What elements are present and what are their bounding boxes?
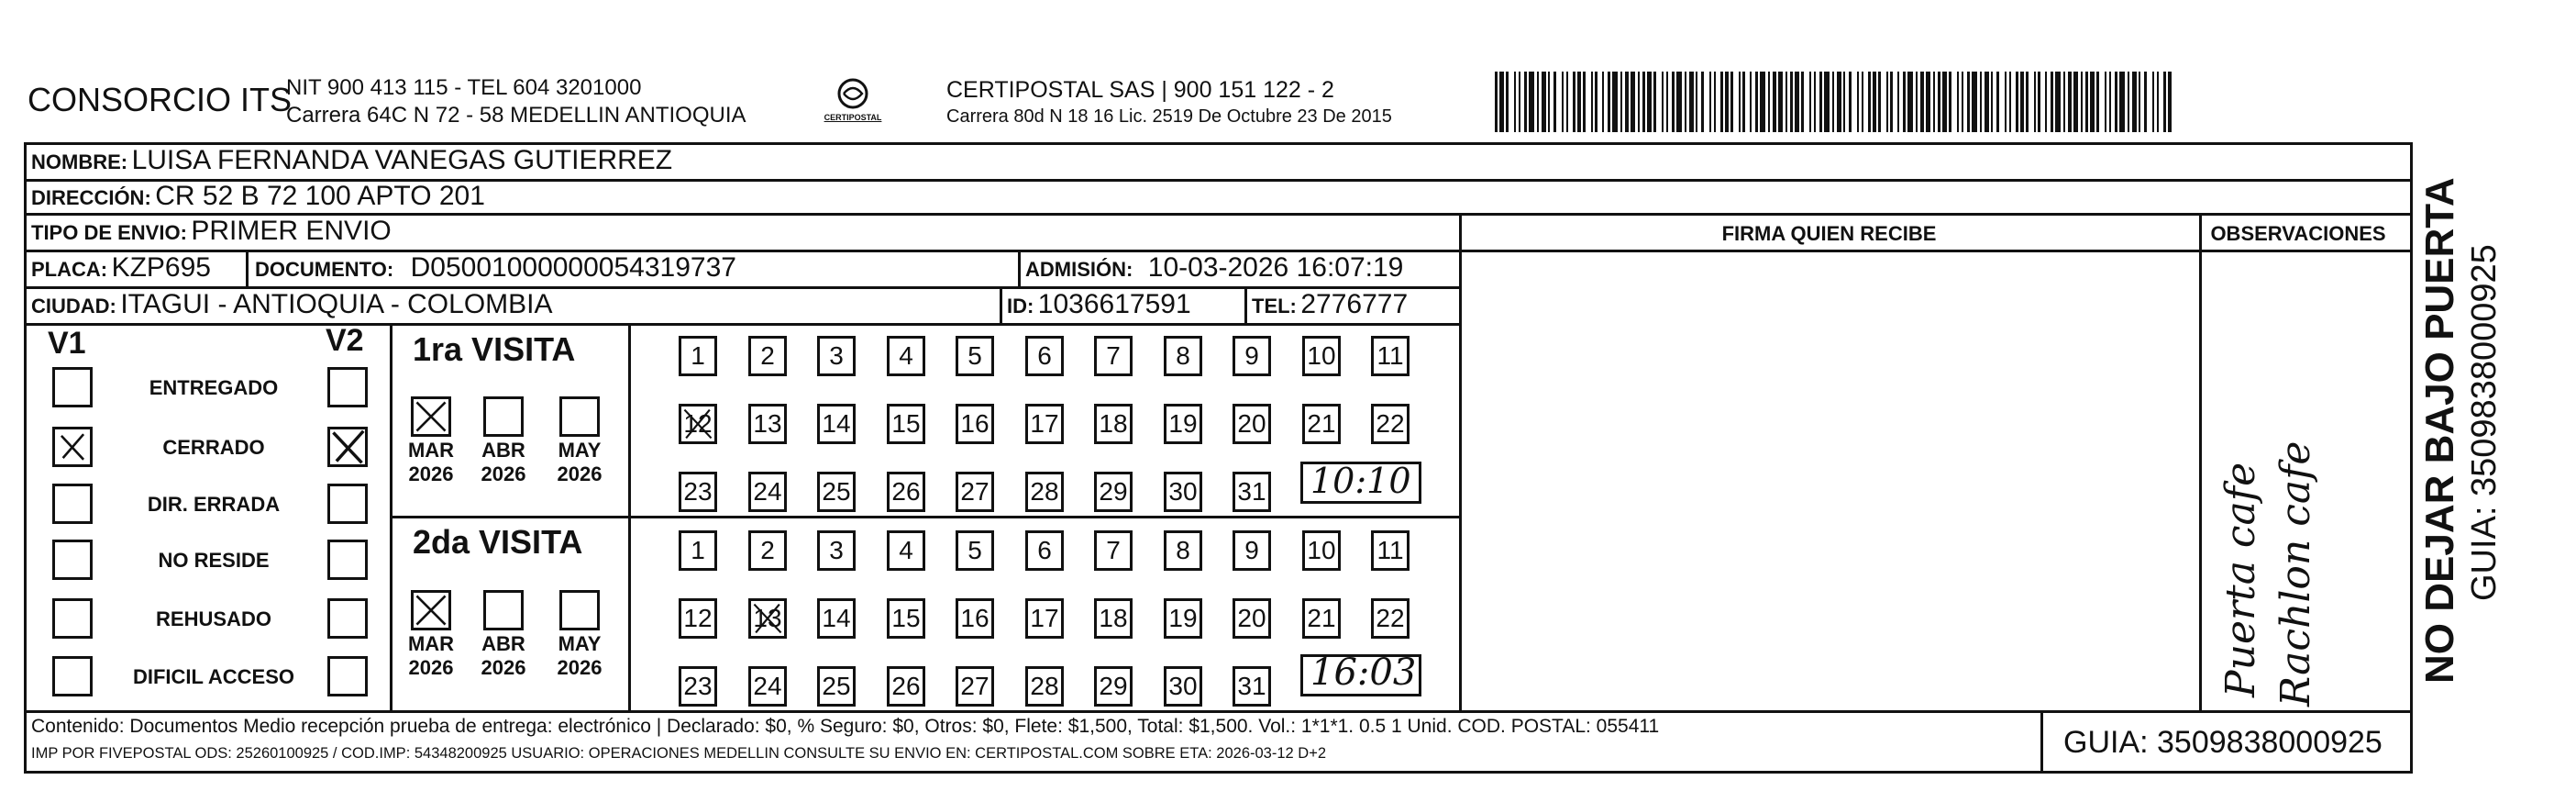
month-year: 2026: [408, 462, 454, 485]
check-mark-icon: [414, 399, 448, 434]
day-number: 30: [1168, 477, 1198, 506]
day-number: 2: [760, 341, 775, 370]
day-number: 25: [822, 477, 851, 506]
day-number: 4: [899, 536, 913, 564]
placa-field: [31, 252, 211, 284]
check-mark-icon: [681, 407, 714, 441]
status-label: DIR. ERRADA: [147, 493, 281, 516]
day-box[interactable]: [1164, 336, 1202, 376]
v2-checkbox[interactable]: [327, 367, 368, 407]
day-box[interactable]: [887, 598, 925, 639]
month-year: 2026: [557, 462, 603, 485]
id-label: ID:: [1007, 295, 1034, 317]
day-number: 22: [1376, 409, 1405, 438]
day-number: 11: [1376, 341, 1404, 370]
day-number: 23: [683, 477, 713, 506]
day-box[interactable]: [1164, 472, 1202, 512]
day-number: 4: [899, 341, 913, 370]
v1-checkbox[interactable]: [52, 367, 93, 407]
day-number: 13: [753, 604, 782, 632]
day-number: 5: [967, 536, 982, 564]
day-number: 16: [960, 604, 989, 632]
check-mark-icon: [330, 429, 365, 464]
company-name: CONSORCIO ITS: [28, 81, 293, 118]
day-number: 14: [822, 604, 851, 632]
placa-label: PLACA:: [31, 258, 108, 281]
v2-checkbox[interactable]: [327, 656, 368, 696]
courier-license: Carrera 80d N 18 16 Lic. 2519 De Octubre 23 De 2015: [946, 106, 1392, 127]
day-box[interactable]: [817, 530, 856, 571]
day-box[interactable]: [1164, 404, 1202, 444]
day-box[interactable]: [817, 404, 856, 444]
visit2-time-value: 16:03: [1310, 652, 1417, 694]
day-box[interactable]: [817, 666, 856, 707]
v1-header: V1: [48, 326, 86, 361]
day-number: 11: [1376, 536, 1404, 564]
day-box[interactable]: [1233, 530, 1271, 571]
day-box[interactable]: [1233, 598, 1271, 639]
visit1-time-box: [1300, 462, 1421, 504]
day-box[interactable]: [1025, 472, 1064, 512]
day-number: 6: [1037, 341, 1052, 370]
tipo-envio-label: TIPO DE ENVIO:: [31, 221, 187, 244]
month-name: ABR: [481, 632, 525, 655]
month-name: MAY: [558, 439, 602, 462]
day-box[interactable]: [1371, 336, 1410, 376]
visit1-time-value: 10:10: [1310, 461, 1411, 501]
status-label: ENTREGADO: [149, 376, 279, 399]
day-number: 2: [760, 536, 775, 564]
v1-checkbox[interactable]: [52, 427, 93, 467]
day-box[interactable]: [1371, 530, 1410, 571]
v2-checkbox[interactable]: [327, 540, 368, 580]
day-number: 27: [960, 477, 989, 506]
day-box[interactable]: [748, 666, 787, 707]
v1-checkbox[interactable]: [52, 656, 93, 696]
day-number: 7: [1106, 536, 1121, 564]
direccion-row: [31, 181, 485, 212]
day-number: 29: [1099, 672, 1128, 700]
day-box[interactable]: [1094, 598, 1133, 639]
day-box[interactable]: [956, 404, 994, 444]
company-nit: NIT 900 413 115 - TEL 604 3201000: [286, 75, 642, 100]
day-number: 16: [960, 409, 989, 438]
documento-label: DOCUMENTO:: [255, 258, 394, 281]
day-number: 27: [960, 672, 989, 700]
visit2-time-box: [1300, 654, 1421, 696]
day-box[interactable]: [956, 336, 994, 376]
month-checkbox[interactable]: [483, 590, 524, 630]
observaciones-header: OBSERVACIONES: [2210, 222, 2386, 245]
month-name: MAR: [407, 439, 455, 462]
day-number: 12: [683, 409, 713, 438]
day-number: 26: [891, 477, 921, 506]
admision-value: 10-03-2026 16:07:19: [1147, 252, 1404, 283]
day-box[interactable]: [1094, 666, 1133, 707]
day-box[interactable]: [1094, 530, 1133, 571]
admision-label: ADMISIÓN:: [1025, 258, 1133, 281]
day-box[interactable]: [1371, 404, 1410, 444]
day-box[interactable]: [1094, 472, 1133, 512]
day-box[interactable]: [679, 598, 717, 639]
day-number: 21: [1307, 409, 1336, 438]
month-label: [552, 439, 607, 486]
day-number: 15: [891, 409, 921, 438]
side-guia: GUIA: 3509838000925: [2465, 244, 2504, 601]
check-mark-icon: [751, 601, 784, 636]
day-number: 26: [891, 672, 921, 700]
month-checkbox[interactable]: [483, 396, 524, 437]
month-checkbox[interactable]: [411, 590, 451, 630]
day-number: 23: [683, 672, 713, 700]
day-number: 8: [1176, 341, 1190, 370]
status-label: NO RESIDE: [158, 549, 270, 572]
day-box[interactable]: [1094, 336, 1133, 376]
day-number: 24: [753, 477, 782, 506]
day-box[interactable]: [679, 472, 717, 512]
v1-checkbox[interactable]: [52, 540, 93, 580]
month-checkbox[interactable]: [559, 590, 600, 630]
day-box[interactable]: [1233, 666, 1271, 707]
v2-checkbox[interactable]: [327, 484, 368, 524]
day-box[interactable]: [1302, 404, 1341, 444]
day-box[interactable]: [748, 336, 787, 376]
ciudad-value: ITAGUI - ANTIOQUIA - COLOMBIA: [120, 289, 553, 319]
day-box[interactable]: [1164, 530, 1202, 571]
day-number: 24: [753, 672, 782, 700]
tel-field: [1252, 289, 1408, 320]
day-box[interactable]: [679, 530, 717, 571]
day-box[interactable]: [1164, 598, 1202, 639]
footer-contenido: Contenido: Documentos Medio recepción prueba de entrega: electrónico | Declarado: $0, % Seguro: $0, Otros: $0, Flete: $1,500, Total: $1,500. Vol.: 1*1*1. 0.5 1 Unid. COD. POSTAL: 055411: [31, 716, 1660, 737]
day-box[interactable]: [1025, 598, 1064, 639]
v1-checkbox[interactable]: [52, 484, 93, 524]
day-box[interactable]: [748, 598, 787, 639]
tel-value: 2776777: [1300, 289, 1409, 319]
day-box[interactable]: [679, 404, 717, 444]
day-box[interactable]: [887, 530, 925, 571]
status-label: REHUSADO: [156, 607, 271, 630]
day-number: 13: [753, 409, 782, 438]
day-box[interactable]: [679, 336, 717, 376]
observacion-handwritten-1: Puerta cafe: [2217, 462, 2264, 697]
direccion-label: DIRECCIÓN:: [31, 186, 151, 209]
month-checkbox[interactable]: [559, 396, 600, 437]
month-name: MAR: [407, 632, 455, 655]
day-number: 3: [829, 341, 844, 370]
company-address: Carrera 64C N 72 - 58 MEDELLIN ANTIOQUIA: [286, 103, 746, 128]
day-box[interactable]: [887, 472, 925, 512]
day-number: 10: [1307, 536, 1336, 564]
courier-name: CERTIPOSTAL SAS | 900 151 122 - 2: [946, 77, 1334, 103]
day-number: 19: [1168, 409, 1198, 438]
tipo-envio-value: PRIMER ENVIO: [191, 216, 392, 246]
day-box[interactable]: [1025, 530, 1064, 571]
month-name: ABR: [481, 439, 525, 462]
month-label: [404, 439, 459, 486]
ciudad-field: [31, 289, 553, 320]
day-number: 3: [829, 536, 844, 564]
nombre-value: LUISA FERNANDA VANEGAS GUTIERREZ: [131, 145, 673, 175]
day-number: 30: [1168, 672, 1198, 700]
admision-field: [1025, 252, 1403, 284]
day-box[interactable]: [817, 598, 856, 639]
day-number: 5: [967, 341, 982, 370]
month-year: 2026: [481, 656, 526, 679]
day-box[interactable]: [1302, 530, 1341, 571]
direccion-value: CR 52 B 72 100 APTO 201: [155, 181, 485, 211]
day-box[interactable]: [1094, 404, 1133, 444]
v2-header: V2: [326, 323, 364, 358]
day-box[interactable]: [817, 336, 856, 376]
month-checkbox[interactable]: [411, 396, 451, 437]
month-year: 2026: [481, 462, 526, 485]
v2-checkbox[interactable]: [327, 598, 368, 639]
day-number: 28: [1030, 477, 1059, 506]
status-label: DIFICIL ACCESO: [132, 665, 294, 688]
day-number: 10: [1307, 341, 1336, 370]
barcode: [1495, 72, 2173, 132]
day-number: 31: [1237, 672, 1266, 700]
month-name: MAY: [558, 632, 602, 655]
day-number: 31: [1237, 477, 1266, 506]
nombre-row: [31, 145, 672, 176]
day-number: 20: [1237, 604, 1266, 632]
month-label: [476, 632, 531, 680]
day-number: 25: [822, 672, 851, 700]
day-number: 1: [691, 341, 705, 370]
day-box[interactable]: [1233, 472, 1271, 512]
month-label: [476, 439, 531, 486]
day-box[interactable]: [1371, 598, 1410, 639]
side-instruction: NO DEJAR BAJO PUERTA: [2417, 177, 2462, 684]
certipostal-logo: [816, 73, 890, 128]
documento-value: D05001000000054319737: [410, 252, 736, 283]
v1-checkbox[interactable]: [52, 598, 93, 639]
month-label: [552, 632, 607, 680]
status-label: CERRADO: [162, 436, 265, 459]
day-number: 19: [1168, 604, 1198, 632]
day-box[interactable]: [1025, 336, 1064, 376]
month-year: 2026: [557, 656, 603, 679]
day-box[interactable]: [1025, 404, 1064, 444]
visit1-title: 1ra VISITA: [413, 330, 576, 368]
nombre-label: NOMBRE:: [31, 150, 128, 173]
check-mark-icon: [414, 593, 448, 628]
day-number: 9: [1244, 536, 1259, 564]
id-field: [1007, 289, 1191, 320]
day-box[interactable]: [1233, 336, 1271, 376]
placa-value: KZP695: [111, 252, 211, 283]
month-label: [404, 632, 459, 680]
day-number: 20: [1237, 409, 1266, 438]
day-number: 9: [1244, 341, 1259, 370]
day-number: 14: [822, 409, 851, 438]
day-box[interactable]: [956, 666, 994, 707]
ciudad-label: CIUDAD:: [31, 295, 116, 317]
logo-caption: CERTIPOSTAL: [824, 113, 882, 122]
day-number: 17: [1030, 409, 1059, 438]
day-box[interactable]: [1164, 666, 1202, 707]
day-box[interactable]: [956, 530, 994, 571]
day-box[interactable]: [748, 530, 787, 571]
day-box[interactable]: [956, 472, 994, 512]
day-box[interactable]: [1302, 336, 1341, 376]
documento-field: [255, 252, 736, 284]
day-number: 28: [1030, 672, 1059, 700]
day-number: 12: [683, 604, 713, 632]
day-number: 1: [691, 536, 705, 564]
day-box[interactable]: [887, 404, 925, 444]
footer-imp: IMP POR FIVEPOSTAL ODS: 25260100925 / COD.IMP: 54348200925 USUARIO: OPERACIONES MEDELLIN CONSULTE SU ENVIO EN: CERTIPOSTAL.COM SOBRE ETA: 2026-03-12 D+2: [31, 745, 1327, 762]
day-box[interactable]: [1025, 666, 1064, 707]
visit2-title: 2da VISITA: [413, 523, 583, 561]
day-number: 6: [1037, 536, 1052, 564]
day-number: 21: [1307, 604, 1336, 632]
day-number: 17: [1030, 604, 1059, 632]
day-number: 22: [1376, 604, 1405, 632]
day-box[interactable]: [748, 472, 787, 512]
day-box[interactable]: [887, 666, 925, 707]
day-number: 18: [1099, 409, 1128, 438]
day-box[interactable]: [748, 404, 787, 444]
day-number: 15: [891, 604, 921, 632]
tipo-envio-row: [31, 216, 392, 247]
month-year: 2026: [408, 656, 454, 679]
day-box[interactable]: [1233, 404, 1271, 444]
v2-checkbox[interactable]: [327, 427, 368, 467]
day-number: 8: [1176, 536, 1190, 564]
day-number: 18: [1099, 604, 1128, 632]
firma-header: FIRMA QUIEN RECIBE: [1721, 222, 1937, 245]
observacion-handwritten-2: Rachlon cafe: [2272, 440, 2319, 707]
day-box[interactable]: [1302, 598, 1341, 639]
day-box[interactable]: [956, 598, 994, 639]
id-value: 1036617591: [1037, 289, 1191, 319]
day-number: 29: [1099, 477, 1128, 506]
footer-guia: GUIA: 3509838000925: [2063, 725, 2383, 760]
check-mark-icon: [55, 429, 90, 464]
day-box[interactable]: [817, 472, 856, 512]
tel-label: TEL:: [1252, 295, 1297, 317]
day-number: 7: [1106, 341, 1121, 370]
day-box[interactable]: [887, 336, 925, 376]
day-box[interactable]: [679, 666, 717, 707]
